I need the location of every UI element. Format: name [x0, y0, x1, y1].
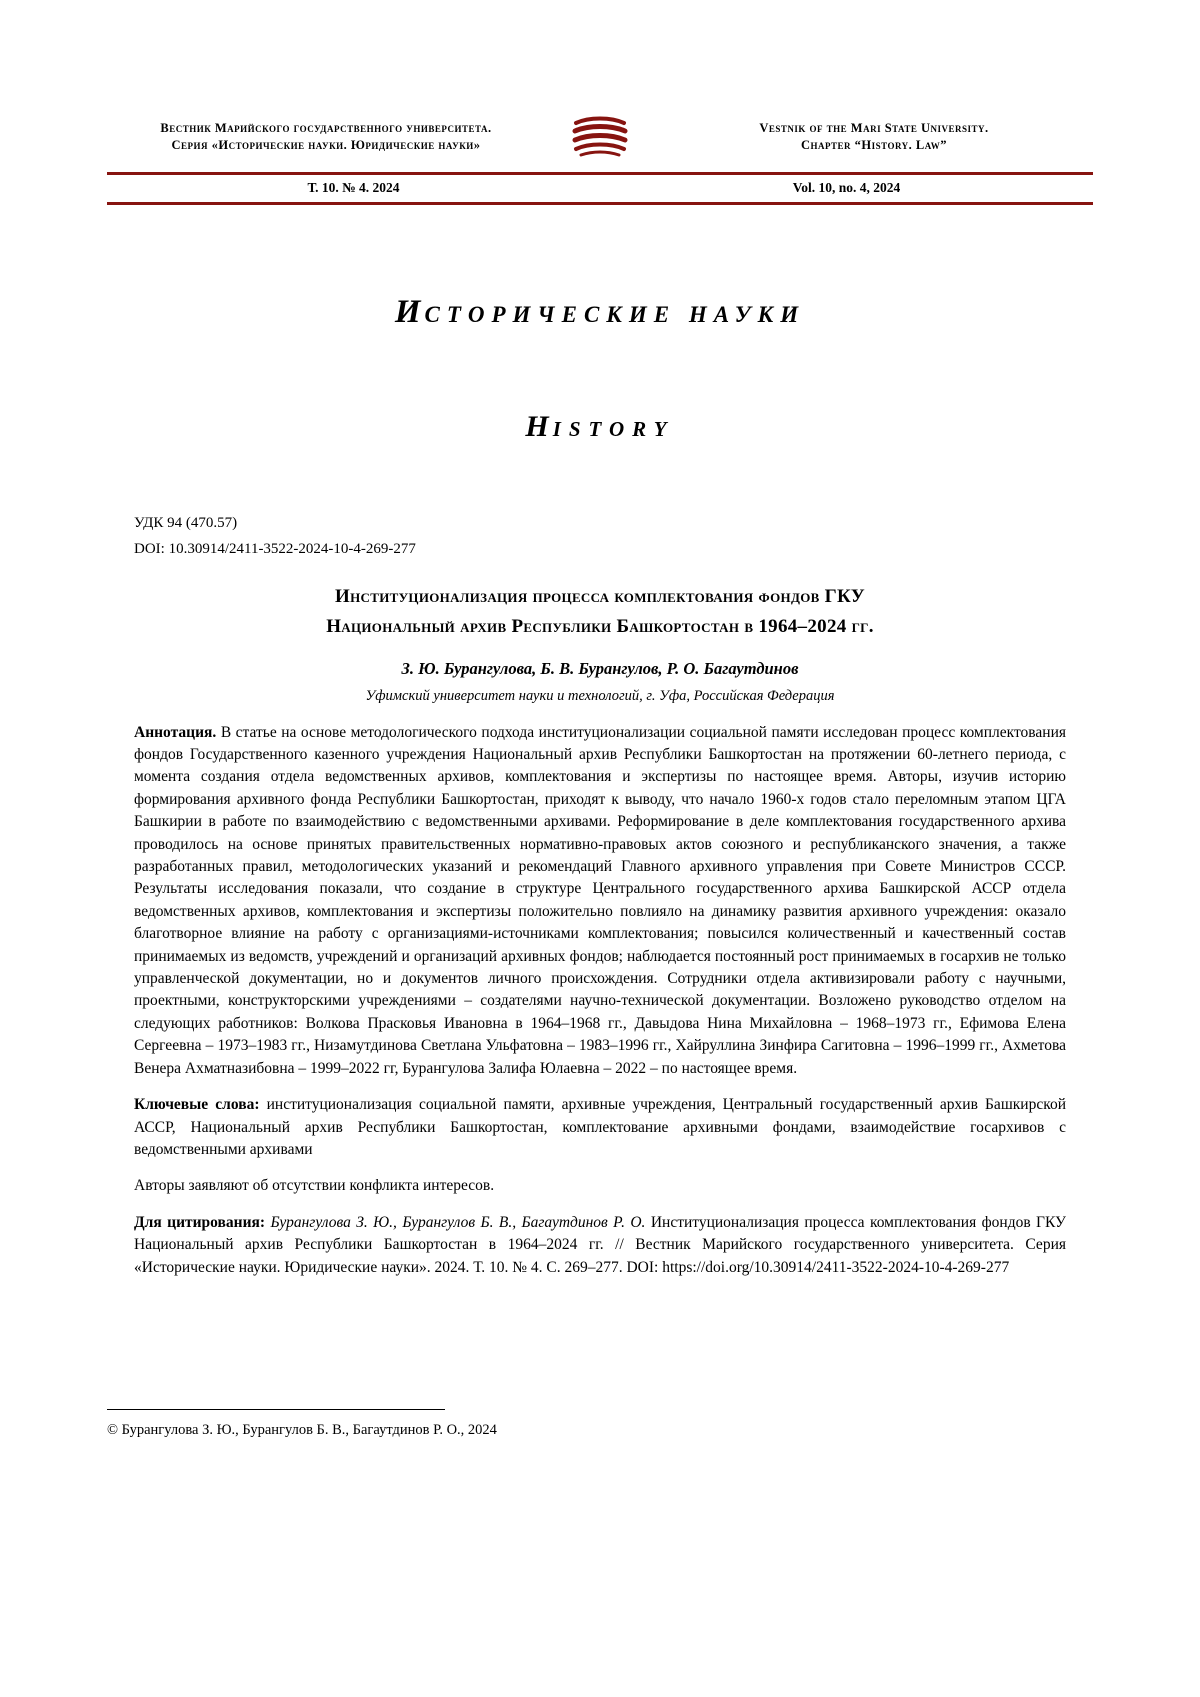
- article-title-line1: Институционализация процесса комплектования фондов ГКУ: [335, 585, 865, 607]
- abstract-label: Аннотация.: [134, 723, 217, 741]
- doi-number: DOI: 10.30914/2411-3522-2024-10-4-269-277: [134, 540, 416, 557]
- section-ru-initial: И: [394, 294, 425, 330]
- citation-paragraph: [134, 1212, 1066, 1279]
- section-heading-en: [107, 409, 1093, 445]
- volume-en: Vol. 10, no. 4, 2024: [792, 180, 901, 195]
- article-body: [134, 515, 1066, 1279]
- volume-ru: Т. 10. № 4. 2024: [307, 180, 400, 195]
- header-rule-bottom: [107, 202, 1093, 205]
- citation-text: Институционализация процесса комплектования фондов ГКУ Национальный архив Республики Башкортостан в 1964–2024 гг. // Вестник Марийского государственного университета. Серия «Исторические науки. Юридические науки». 2024. Т. 10. № 4. С. 269–277. DOI: https://doi.org/10.30914/2411-3522-2024-10-4-269-277: [134, 1213, 1067, 1276]
- page-footer: [107, 1409, 1093, 1439]
- masthead-ru-line2: Серия «Исторические науки. Юридические науки»: [171, 138, 481, 152]
- article-title-line2: Национальный архив Республики Башкортостан в 1964–2024 гг.: [326, 615, 874, 637]
- section-en-initial: H: [525, 409, 553, 443]
- section-ru-rest: СТОРИЧЕСКИЕ НАУКИ: [424, 302, 806, 327]
- masthead-en-line2: Chapter “History. Law”: [801, 138, 947, 152]
- section-en-rest: ISTORY: [552, 416, 675, 441]
- udc-number: УДК 94 (470.57): [134, 514, 238, 531]
- keywords-paragraph: [134, 1094, 1066, 1161]
- masthead-en-line1: Vestnik of the Mari State University.: [759, 121, 989, 135]
- footnote-rule: [107, 1409, 445, 1410]
- abstract-text: В статье на основе методологического подхода институционализации социальной памяти исследован процесс комплектования фондов Государственного казенного учреждения Национальный архив Республики Башкортостан на протяжении 60-летнего периода, с момента создания отдела ведомственных архивов, комплектования и экспертизы по настоящее время. Авторы, изучив историю формирования архивного фонда Республики Башкортостан, приходят к выводу, что начало 1960-х годов стало переломным этапом ЦГА Башкирии в работе по взаимодействию с ведомственными архивами. Реформирование в деле комплектования государственного архива проводилось на основе принятых правительственных нормативно-правовых актов союзного и республиканского значения, а также разработанных правил, методологических указаний и рекомендаций Главного архивного управления при Совете Министров СССР. Результаты исследования показали, что создание в структуре Центрального государственного архива Башкирской АССР отдела ведомственных архивов, комплектования и экспертизы положительно повлияло на динамику развития архивного учреждения: оказало благотворное влияние на работу с организациями-источниками комплектования; повысился количественный и качественный состав принимаемых из ведомств, учреждений и организаций архивных фондов; наблюдается постоянный рост принимаемых в госархив не только управленческой документации, но и документов личного происхождения. Сотрудники отдела активизировали работу с научными, проектными, конструкторскими учреждениями – создателями научно-технической документации. Возложено руководство отделом на следующих работников: Волкова Прасковья Ивановна в 1964–1968 гг., Давыдова Нина Михайловна – 1968–1973 гг., Ефимова Елена Сергеевна – 1973–1983 гг., Низамутдинова Светлана Ульфатовна – 1983–1996 гг., Хайруллина Зинфира Сагитовна – 1996–1999 гг., Ахметова Венера Ахматназибовна – 1999–2022 гг, Бурангулова Залифа Юлаевна – 2022 – по настоящее время.: [134, 723, 1067, 1077]
- journal-masthead: [107, 115, 1093, 159]
- keywords-text: институционализация социальной памяти, архивные учреждения, Центральный государственный архив Башкирской АССР, Национальный архив Республики Башкортостан, комплектование архивными фондами, взаимодействие госархивов с ведомственными архивами: [134, 1096, 1066, 1158]
- masthead-ru-line1: Вестник Марийского государственного университета.: [160, 121, 492, 135]
- journal-logo-icon: [565, 115, 635, 159]
- article-authors: З. Ю. Бурангулова, Б. В. Бурангулов, Р. О. Багаутдинов: [401, 658, 799, 678]
- article-affiliation: Уфимский университет науки и технологий, г. Уфа, Российская Федерация: [365, 687, 835, 704]
- masthead-ru: [107, 120, 545, 154]
- masthead-en: [655, 120, 1093, 154]
- article-title: [134, 582, 1066, 642]
- section-heading-ru: [107, 293, 1093, 333]
- keywords-label: Ключевые слова:: [134, 1096, 260, 1114]
- citation-label: Для цитирования:: [134, 1213, 266, 1231]
- citation-authors: Бурангулова З. Ю., Бурангулов Б. В., Багаутдинов Р. О.: [270, 1213, 646, 1231]
- copyright-line: © Бурангулова З. Ю., Бурангулов Б. В., Багаутдинов Р. О., 2024: [107, 1422, 497, 1438]
- volume-row: [107, 175, 1093, 202]
- conflict-statement: Авторы заявляют об отсутствии конфликта интересов.: [134, 1177, 495, 1195]
- abstract-paragraph: [134, 722, 1066, 1081]
